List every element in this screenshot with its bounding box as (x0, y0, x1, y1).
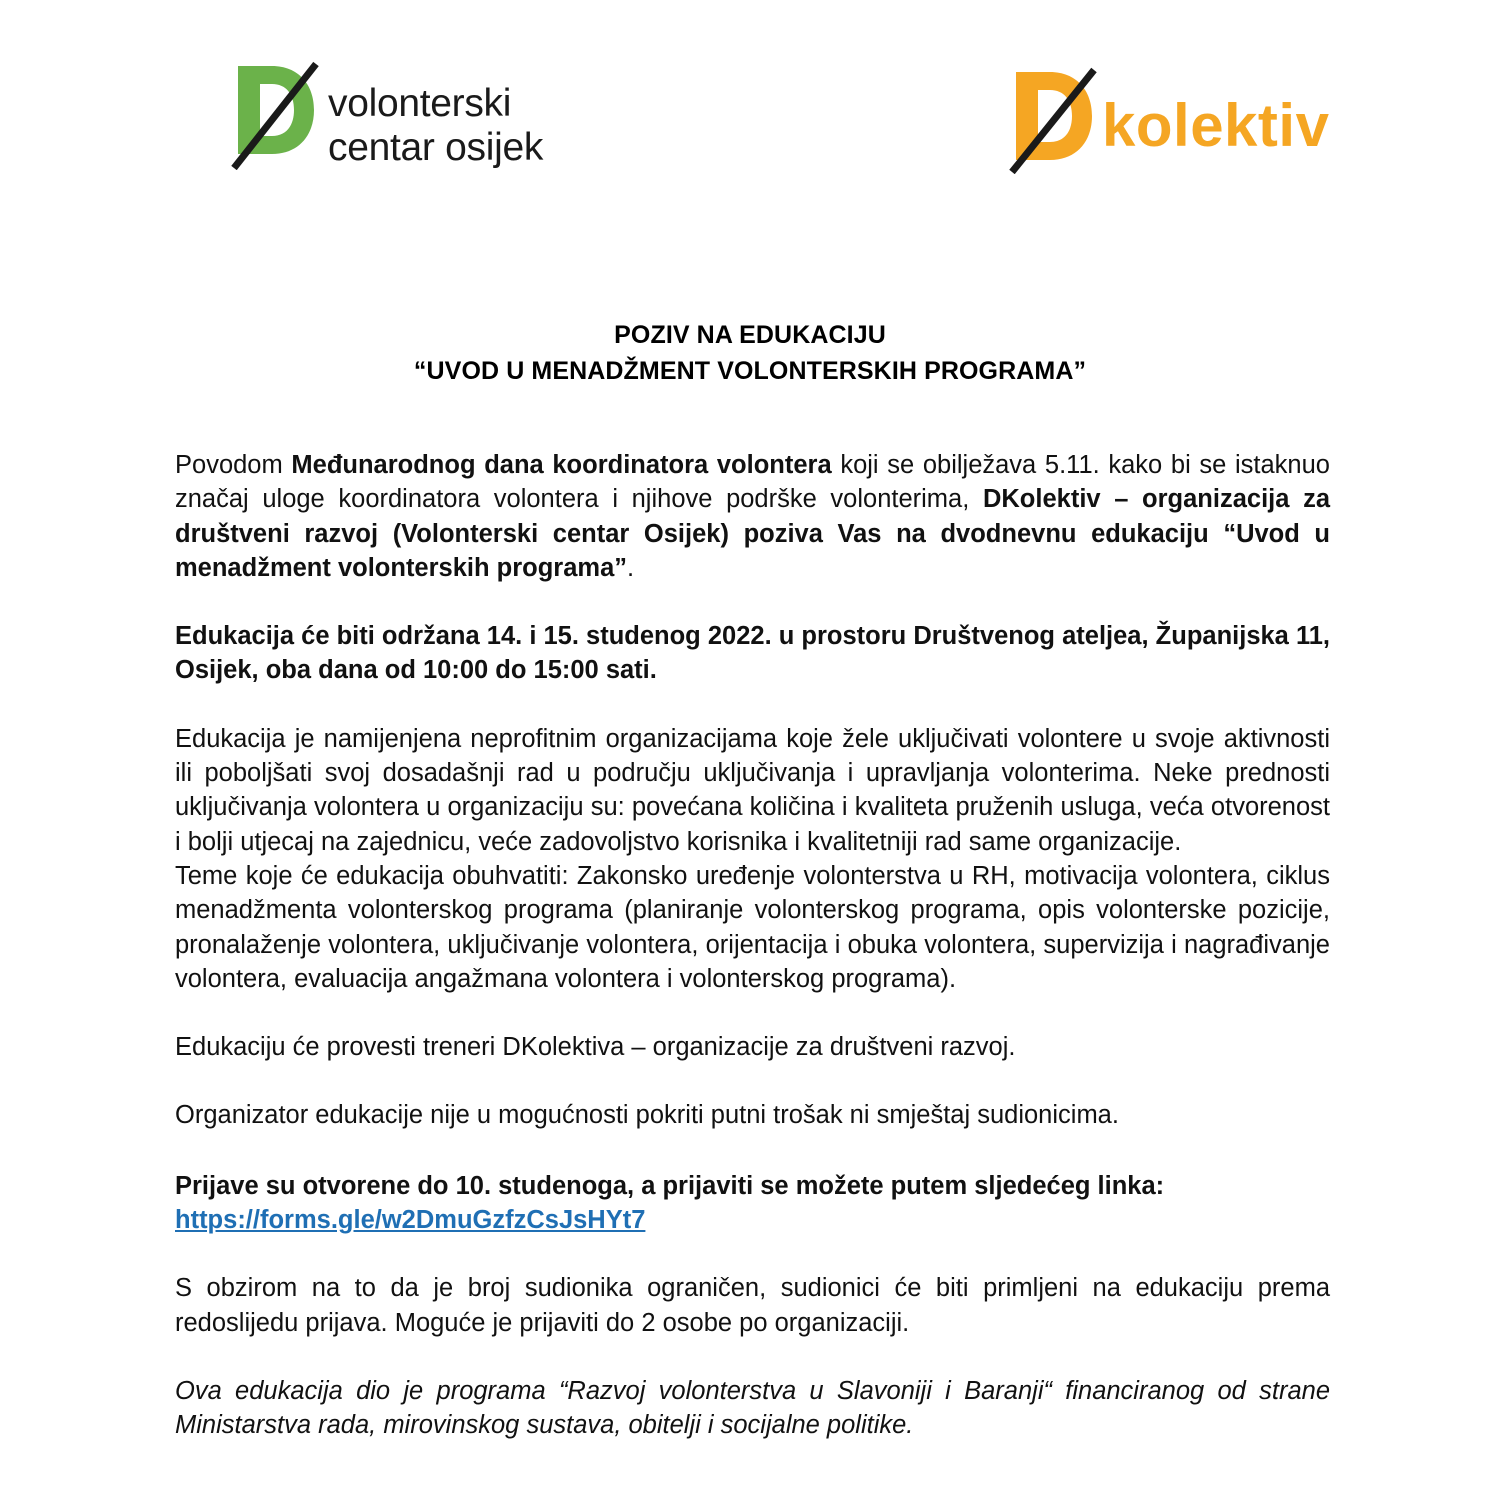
spacer (175, 585, 1330, 619)
logo-left-line2: centar osijek (328, 126, 544, 170)
title-line-2: “UVOD U MENADŽMENT VOLONTERSKIH PROGRAMA” (413, 356, 1087, 385)
logo-left-wordmark (328, 82, 543, 171)
registration-text: Prijave su otvorene do 10. studenoga, a prijaviti se možete putem sljedećeg linka: (175, 1171, 1165, 1200)
spacer (175, 1237, 1330, 1271)
title-line-1: POZIV NA EDUKACIJU (614, 321, 886, 349)
intro-part-3: . (627, 553, 635, 582)
logo-left-line1: volonterski (328, 82, 512, 125)
spacer (175, 1064, 1330, 1098)
paragraph-trainers: Edukaciju će provesti treneri DKolektiva – organizacije za društveni razvoj. (175, 1033, 1016, 1062)
intro-part-2: koji se obilježava 5.11. kako bi se istaknuo značaj uloge koordinatora volontera i njihove podrške volonterima, (175, 451, 1330, 514)
registration-form-link[interactable]: https://forms.gle/w2DmuGzfzCsJsHYt7 (175, 1206, 646, 1235)
paragraph-capacity: S obzirom na to da je broj sudionika ograničen, sudionici će biti primljeni na edukaciju prema redoslijedu prijava. Moguće je prijaviti do 2 osobe po organizaciji. (175, 1274, 1330, 1337)
paragraph-intro (175, 448, 1330, 585)
spacer (175, 1133, 1330, 1169)
paragraph-topics: Teme koje će edukacija obuhvatiti: Zakonsko uređenje volonterstva u RH, motivacija volontera, ciklus menadžmenta volonterskog programa (planiranje volonterskog programa, opis volonterske pozicije, pronalaženje volontera, uključivanje volontera, orijentacija i obuka volontera, supervizija i nagrađivanje volontera, evaluacija angažmana volontera i volonterskog programa). (175, 861, 1330, 993)
spacer (175, 1340, 1330, 1374)
document-header (0, 0, 1500, 250)
intro-part-1: Povodom (175, 451, 292, 479)
logo-right-wordmark: kolektiv (1102, 92, 1330, 159)
logo-volonterski-centar-osijek (228, 58, 543, 171)
paragraph-date-location: Edukacija će biti održana 14. i 15. studenog 2022. u prostoru Društvenog ateljea, Županijska 11, Osijek, oba dana od 10:00 do 15:00 sati. (175, 622, 1330, 685)
intro-bold-2: DKolektiv – organizacija za društveni razvoj (Volonterski centar Osijek) poziva Vas na dvodnevnu edukaciju “Uvod u menadžment volonterskih programa” (175, 485, 1330, 582)
spacer (175, 996, 1330, 1030)
paragraph-audience: Edukacija je namijenjena neprofitnim organizacijama koje žele uključivati volontere u svoje aktivnosti ili poboljšati svoj dosadašnji rad u području uključivanja i upravljanja volonterima. Neke prednosti uključivanja volontera u organizaciju su: povećana količina i kvaliteta pruženih usluga, veća otvorenost i bolji utjecaj na zajednicu, veće zadovoljstvo korisnika i kvalitetniji rad same organizacije. (175, 724, 1330, 856)
d-slash-green-icon (228, 58, 324, 170)
d-slash-orange-icon (1008, 66, 1100, 174)
paragraph-registration (175, 1169, 1330, 1238)
paragraph-costs: Organizator edukacije nije u mogućnosti pokriti putni trošak ni smještaj sudionicima. (175, 1101, 1119, 1130)
spacer (175, 688, 1330, 722)
document-body (175, 448, 1330, 1443)
logo-dkolektiv (1008, 66, 1329, 174)
page-title (0, 318, 1500, 389)
intro-bold-1: Međunarodnog dana koordinatora volontera (291, 451, 832, 479)
paragraph-funding: Ova edukacija dio je programa “Razvoj volonterstva u Slavoniji i Baranji“ financiranog od strane Ministarstva rada, mirovinskog sustava, obitelji i socijalne politike. (175, 1376, 1330, 1440)
